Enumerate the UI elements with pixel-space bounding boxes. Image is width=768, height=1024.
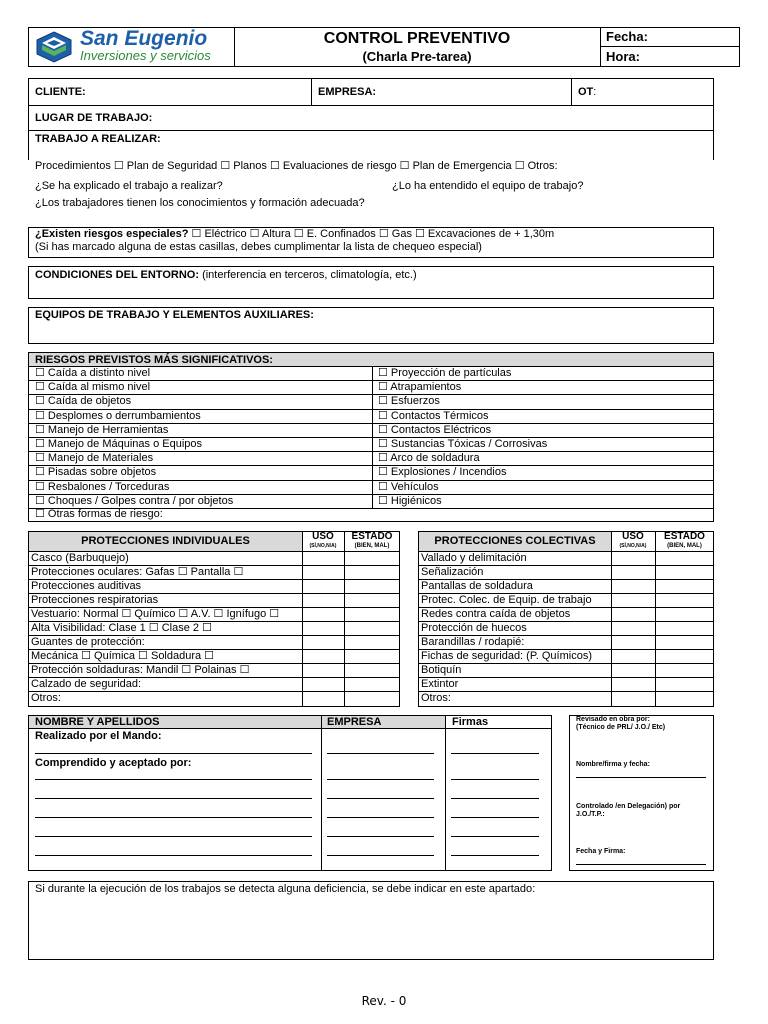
empresa-header: EMPRESA <box>327 716 382 728</box>
riesgo-item[interactable]: ☐ Arco de soldadura <box>378 452 480 464</box>
name-signature-line[interactable] <box>35 779 312 780</box>
protection-row-label: Vestuario: Normal ☐ Químico ☐ A.V. ☐ Ignífugo ☐ <box>31 608 280 620</box>
empresa-label: EMPRESA: <box>318 86 377 98</box>
empresa-signature-line[interactable] <box>327 817 434 818</box>
protection-row-label: Protección de huecos <box>421 622 527 634</box>
firmas-header: Firmas <box>452 716 489 728</box>
brand-name: San Eugenio <box>80 27 208 50</box>
riesgos-especiales-note: (Si has marcado alguna de estas casillas, debes cumplimentar la lista de chequeo especial) <box>35 241 482 253</box>
logo-icon <box>34 31 74 63</box>
protection-row-label: Botiquín <box>421 664 462 676</box>
entorno-label: CONDICIONES DEL ENTORNO: <box>35 269 199 281</box>
riesgo-item[interactable]: ☐ Caída al mismo nivel <box>35 381 151 393</box>
riesgo-item[interactable]: ☐ Desplomes o derrumbamientos <box>35 410 201 422</box>
protection-row-label: Protecciones respiratorias <box>31 594 159 606</box>
prot-col-uso: USO <box>622 531 644 542</box>
protection-row-label: Otros: <box>31 692 61 704</box>
question-entendido: ¿Lo ha entendido el equipo de trabajo? <box>392 180 584 192</box>
riesgo-item[interactable]: ☐ Esfuerzos <box>378 395 440 407</box>
riesgos-especiales-options[interactable]: ☐ Eléctrico ☐ Altura ☐ E. Confinados ☐ Gas ☐ Excavaciones de + 1,30m <box>191 228 555 240</box>
name-signature-line[interactable] <box>35 798 312 799</box>
prot-col-uso-sub: (SÍ,NO,N/A) <box>619 543 647 549</box>
fecha-firma-label: Fecha y Firma: <box>576 848 626 855</box>
realizado-label: Realizado por el Mando: <box>35 730 162 742</box>
riesgo-item[interactable]: ☐ Contactos Térmicos <box>378 410 489 422</box>
riesgo-item[interactable]: ☐ Explosiones / Incendios <box>378 466 507 478</box>
prot-ind-estado: ESTADO <box>351 531 393 542</box>
riesgos-header: RIESGOS PREVISTOS MÁS SIGNIFICATIVOS: <box>35 354 273 366</box>
protection-row-label: Casco (Barbuquejo) <box>31 552 129 564</box>
riesgo-item[interactable]: ☐ Choques / Golpes contra / por objetos <box>35 495 234 507</box>
riesgo-item[interactable]: ☐ Caída de objetos <box>35 395 132 407</box>
name-signature-line[interactable] <box>35 817 312 818</box>
firma-signature-line[interactable] <box>451 817 539 818</box>
riesgo-item[interactable]: ☐ Caída a distinto nivel <box>35 367 151 379</box>
brand-tagline: Inversiones y servicios <box>80 48 211 63</box>
riesgo-item[interactable]: ☐ Manejo de Herramientas <box>35 424 169 436</box>
firma-signature-line[interactable] <box>451 836 539 837</box>
lugar-label: LUGAR DE TRABAJO: <box>35 112 153 124</box>
protection-row-label: Vallado y delimitación <box>421 552 527 564</box>
entorno-line <box>35 269 417 281</box>
riesgo-item[interactable]: ☐ Sustancias Tóxicas / Corrosivas <box>378 438 548 450</box>
riesgo-item[interactable]: ☐ Pisadas sobre objetos <box>35 466 157 478</box>
revisado-label: Revisado en obra por: <box>576 716 650 723</box>
hora-label: Hora: <box>606 49 640 64</box>
protection-row-label: Guantes de protección: <box>31 636 145 648</box>
protection-row-label: Protecciones auditivas <box>31 580 142 592</box>
controlado-label: Controlado /en Delegación) por <box>576 803 681 810</box>
name-signature-line[interactable] <box>35 855 312 856</box>
empresa-signature-line[interactable] <box>327 836 434 837</box>
riesgo-otras[interactable]: ☐ Otras formas de riesgo: <box>35 508 163 520</box>
revisado-sub: (Técnico de PRL/ J.O./ Etc) <box>576 724 666 731</box>
protection-row-label: Fichas de seguridad: (P. Químicos) <box>421 650 592 662</box>
entorno-hint: (interferencia en terceros, climatología, etc.) <box>202 269 417 281</box>
fecha-label: Fecha: <box>606 29 648 44</box>
protection-row-label: Pantallas de soldadura <box>421 580 533 592</box>
firma-signature-line[interactable] <box>451 855 539 856</box>
protection-row-label: Protec. Colec. de Equip. de trabajo <box>421 594 592 606</box>
trabajo-label: TRABAJO A REALIZAR: <box>35 133 161 145</box>
protection-row-label: Calzado de seguridad: <box>31 678 142 690</box>
question-conocimientos: ¿Los trabajadores tienen los conocimientos y formación adecuada? <box>35 197 365 209</box>
firma-signature-line[interactable] <box>451 798 539 799</box>
empresa-signature-line[interactable] <box>327 798 434 799</box>
prot-ind-uso: USO <box>312 531 334 542</box>
ot-label: OT: <box>578 86 597 98</box>
riesgo-item[interactable]: ☐ Proyección de partículas <box>378 367 512 379</box>
page-title: CONTROL PREVENTIVO <box>323 30 511 47</box>
riesgo-item[interactable]: ☐ Resbalones / Torceduras <box>35 481 170 493</box>
protection-row-label: Redes contra caída de objetos <box>421 608 571 620</box>
empresa-signature-line[interactable] <box>327 855 434 856</box>
prot-ind-estado-sub: (BIEN, MAL) <box>354 543 390 549</box>
controlado-sub: J.O./T.P.: <box>576 811 605 818</box>
nombre-header: NOMBRE Y APELLIDOS <box>35 716 160 728</box>
comprendido-label: Comprendido y aceptado por: <box>35 757 192 769</box>
question-explicado: ¿Se ha explicado el trabajo a realizar? <box>35 180 223 192</box>
riesgos-especiales-label: ¿Existen riesgos especiales? <box>35 228 189 240</box>
prot-ind-uso-sub: (SÍ,NO,N/A) <box>309 543 337 549</box>
riesgo-item[interactable]: ☐ Higiénicos <box>378 495 442 507</box>
protection-row-label: Barandillas / rodapié: <box>421 636 525 648</box>
prot-ind-header: PROTECCIONES INDIVIDUALES <box>81 535 250 547</box>
protection-row-label: Protección soldaduras: Mandil ☐ Polainas ☐ <box>31 664 250 676</box>
riesgo-item[interactable]: ☐ Atrapamientos <box>378 381 462 393</box>
riesgo-item[interactable]: ☐ Vehículos <box>378 481 439 493</box>
revision-signature-line[interactable] <box>576 777 706 778</box>
prot-col-estado: ESTADO <box>664 531 705 542</box>
riesgo-item[interactable]: ☐ Contactos Eléctricos <box>378 424 492 436</box>
page-subtitle: (Charla Pre-tarea) <box>362 49 472 64</box>
equipos-label: EQUIPOS DE TRABAJO Y ELEMENTOS AUXILIARES: <box>35 309 314 321</box>
protection-row-label: Señalización <box>421 566 484 578</box>
riesgos-especiales-line[interactable] <box>35 228 554 240</box>
protection-row-label: Alta Visibilidad: Clase 1 ☐ Clase 2 ☐ <box>31 622 212 634</box>
prot-col-estado-sub: (BIEN, MAL) <box>667 543 702 549</box>
protection-row-label: Extintor <box>421 678 459 690</box>
logo <box>34 29 230 65</box>
riesgo-item[interactable]: ☐ Manejo de Máquinas o Equipos <box>35 438 203 450</box>
control-signature-line[interactable] <box>576 864 706 865</box>
protection-row-label: Mecánica ☐ Química ☐ Soldadura ☐ <box>31 650 215 662</box>
revision-number: Rev. - 0 <box>361 994 407 1008</box>
firma-signature-line[interactable] <box>451 753 539 754</box>
nombre-firma-fecha-label: Nombre/firma y fecha: <box>576 761 650 768</box>
riesgo-item[interactable]: ☐ Manejo de Materiales <box>35 452 154 464</box>
empresa-signature-line[interactable] <box>327 753 434 754</box>
firma-signature-line[interactable] <box>451 779 539 780</box>
protection-row-label: Protecciones oculares: Gafas ☐ Pantalla ☐ <box>31 566 244 578</box>
cliente-label: CLIENTE: <box>35 86 86 98</box>
protection-row-label: Otros: <box>421 692 451 704</box>
procedimientos-checklist[interactable]: Procedimientos ☐ Plan de Seguridad ☐ Planos ☐ Evaluaciones de riesgo ☐ Plan de Emergencia ☐ Otros: <box>35 160 558 172</box>
deficiencia-text: Si durante la ejecución de los trabajos se detecta alguna deficiencia, se debe indicar en este apartado: <box>35 883 536 895</box>
name-signature-line[interactable] <box>35 836 312 837</box>
empresa-signature-line[interactable] <box>327 779 434 780</box>
prot-col-header: PROTECCIONES COLECTIVAS <box>434 535 596 547</box>
name-signature-line[interactable] <box>35 753 312 754</box>
